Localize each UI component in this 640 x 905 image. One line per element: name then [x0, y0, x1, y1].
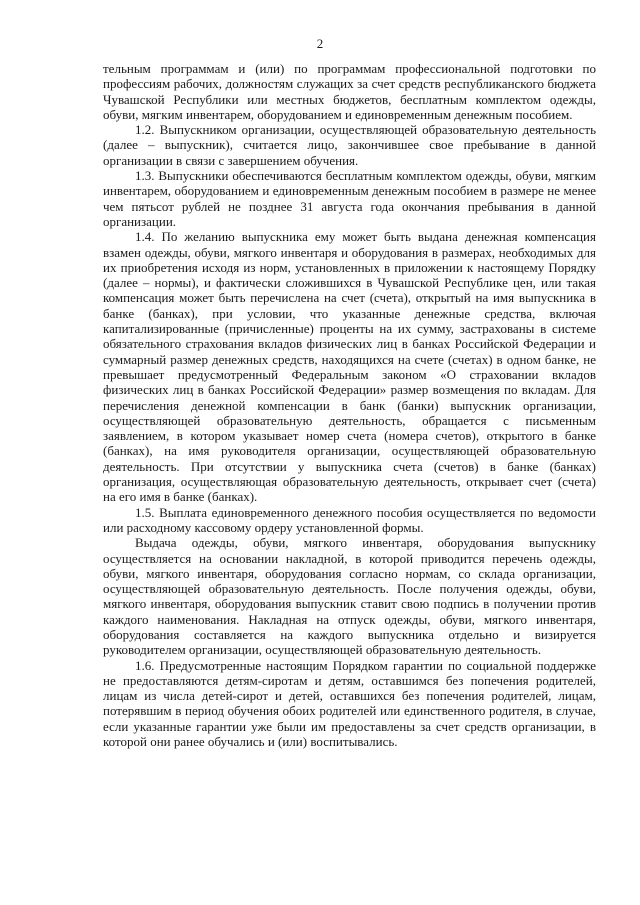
- paragraph-continuation: тельным программам и (или) по программам профессиональной подготовки по профессиям рабочих, должностям служащих за счет средств республиканского бюджета Чувашской Республики или местных бюджетов, бесплатным комплектом одежды, обуви, мягким инвентарем, оборудованием и единовременным денежным пособием.: [103, 61, 596, 122]
- paragraph-issuance: Выдача одежды, обуви, мягкого инвентаря, оборудования выпускнику осуществляется на основании накладной, в которой приводится перечень одежды, обуви, мягкого инвентаря, оборудования согласно нормам, со склада организации, осуществляющей образовательную деятельность. После получения одежды, обуви, мягкого инвентаря, оборудования выпускник ставит свою подпись в получении против каждого наименования. Накладная на отпуск одежды, обуви, мягкого инвентаря, оборудования составляется на каждого выпускника отдельно и визируется руководителем организации, осуществляющей образовательную деятельность.: [103, 535, 596, 658]
- page-number: 2: [316, 36, 324, 51]
- paragraph-1-3: 1.3. Выпускники обеспечиваются бесплатным комплектом одежды, обуви, мягким инвентарем, оборудованием и единовременным денежным пособием в размере не менее чем пятьсот рублей не позднее 31 августа года окончания пребывания в данной организации.: [103, 168, 596, 229]
- document-body: [103, 61, 596, 749]
- paragraph-1-2: 1.2. Выпускником организации, осуществляющей образовательную деятельность (далее – выпускник), считается лицо, закончившее свое пребывание в данной организации в связи с завершением обучения.: [103, 122, 596, 168]
- paragraph-1-6: 1.6. Предусмотренные настоящим Порядком гарантии по социальной поддержке не предоставляются детям-сиротам и детям, оставшимся без попечения родителей, лицам из числа детей-сирот и детей, оставшихся без попечения родителей, лицам, потерявшим в период обучения обоих родителей или единственного родителя, в случае, если указанные гарантии уже были им предоставлены за счет средств организации, в которой они ранее обучались и (или) воспитывались.: [103, 657, 596, 750]
- paragraph-1-5: 1.5. Выплата единовременного денежного пособия осуществляется по ведомости или расходному кассовому ордеру установленной формы.: [103, 504, 596, 535]
- paragraph-1-4: 1.4. По желанию выпускника ему может быть выдана денежная компенсация взамен одежды, обуви, мягкого инвентаря и оборудования в размерах, необходимых для их приобретения исходя из норм, установленных в приложении к настоящему Порядку (далее – нормы), и фактически сложившихся в Чувашской Республике цен, или такая компенсация может быть перечислена на счет (счета), открытый на имя выпускника в банке (банках), при условии, что указанные денежные средства, включая капитализированные (причисленные) проценты на их сумму, застрахованы в системе обязательного страхования вкладов физических лиц в банках Российской Федерации и суммарный размер денежных средств, находящихся на счете (счетах) в одном банке, не превышает предусмотренный Федеральным законом «О страховании вкладов физических лиц в банках Российской Федерации» размер возмещения по вкладам. Для перечисления денежной компенсации в банк (банки) выпускник организации, осуществляющей образовательную деятельность, обращается с письменным заявлением, в котором указывает номер счета (номера счетов), открытого в банке (банках), на имя руководителя организации, осуществляющей образовательную деятельность. При отсутствии у выпускника счета (счетов) в банке (банках) организация, осуществляющая образовательную деятельность, открывает счет (счета) на его имя в банке (банках).: [103, 229, 596, 505]
